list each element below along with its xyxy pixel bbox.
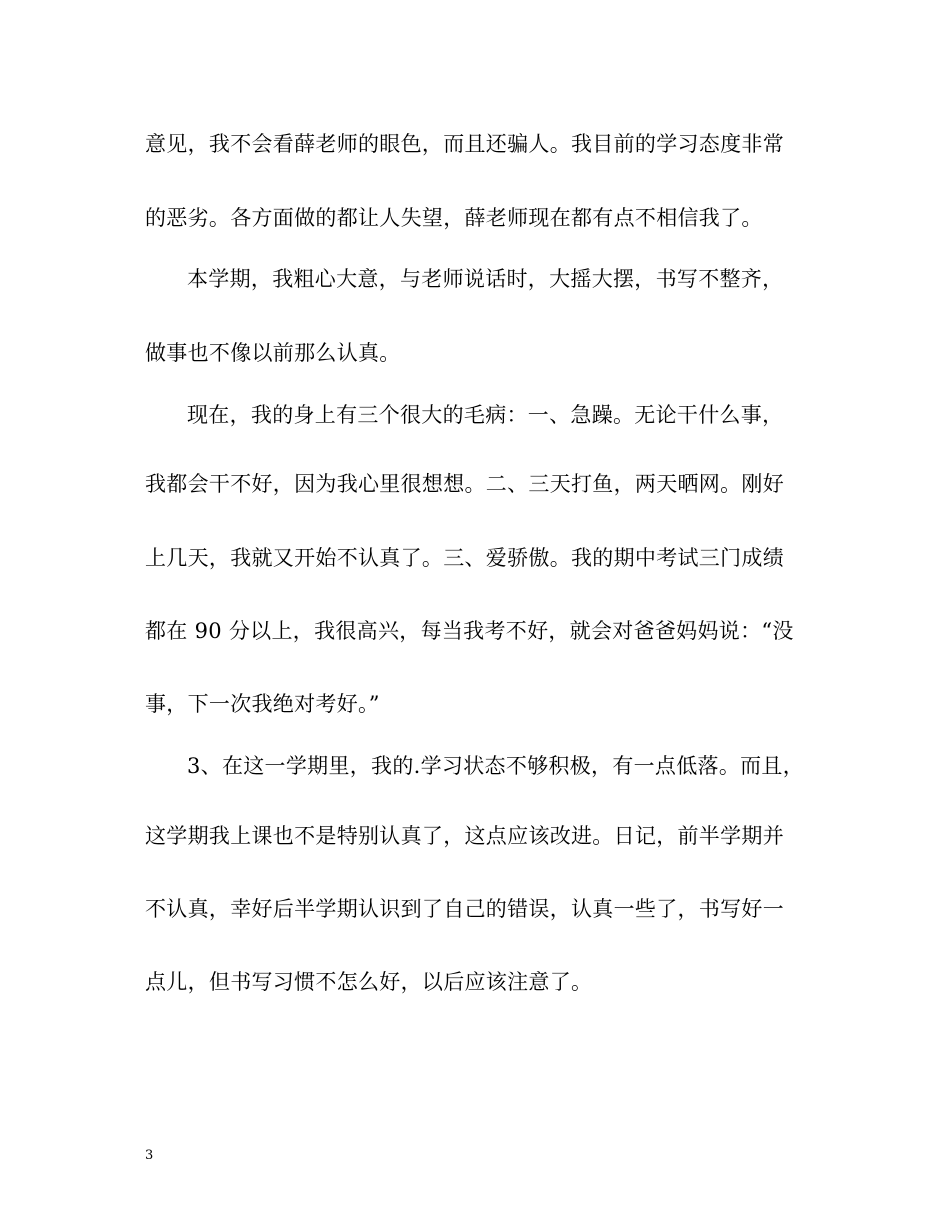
text-line-2: 的恶劣。各方面做的都让人失望，薛老师现在都有点不相信我了。 bbox=[145, 206, 763, 230]
text-line-12: 不认真，幸好后半学期认识到了自己的错误，认真一些了，书写好一 bbox=[145, 897, 784, 921]
text-line-11: 这学期我上课也不是特别认真了，这点应该改进。日记，前半学期并 bbox=[145, 824, 784, 848]
text-line-8: 都在 90 分以上，我很高兴，每当我考不好，就会对爸爸妈妈说：“没 bbox=[145, 619, 794, 643]
text-line-4: 做事也不像以前那么认真。 bbox=[145, 341, 401, 365]
text-line-5: 现在，我的身上有三个很大的毛病：一、急躁。无论干什么事， bbox=[187, 403, 784, 427]
text-line-7: 上几天，我就又开始不认真了。三、爱骄傲。我的期中考试三门成绩 bbox=[145, 546, 784, 570]
text-line-9: 事，下一次我绝对考好。” bbox=[145, 692, 380, 716]
text-line-1: 意见，我不会看薛老师的眼色，而且还骗人。我目前的学习态度非常 bbox=[145, 132, 784, 156]
text-line-13: 点儿，但书写习惯不怎么好，以后应该注意了。 bbox=[145, 970, 593, 994]
text-line-6: 我都会干不好，因为我心里很想想。二、三天打鱼，两天晒网。刚好 bbox=[145, 472, 784, 496]
text-line-10: 3、在这一学期里，我的.学习状态不够积极，有一点低落。而且， bbox=[187, 754, 805, 778]
page-number: 3 bbox=[145, 1148, 154, 1163]
text-line-3: 本学期，我粗心大意，与老师说话时，大摇大摆，书写不整齐， bbox=[187, 267, 784, 291]
